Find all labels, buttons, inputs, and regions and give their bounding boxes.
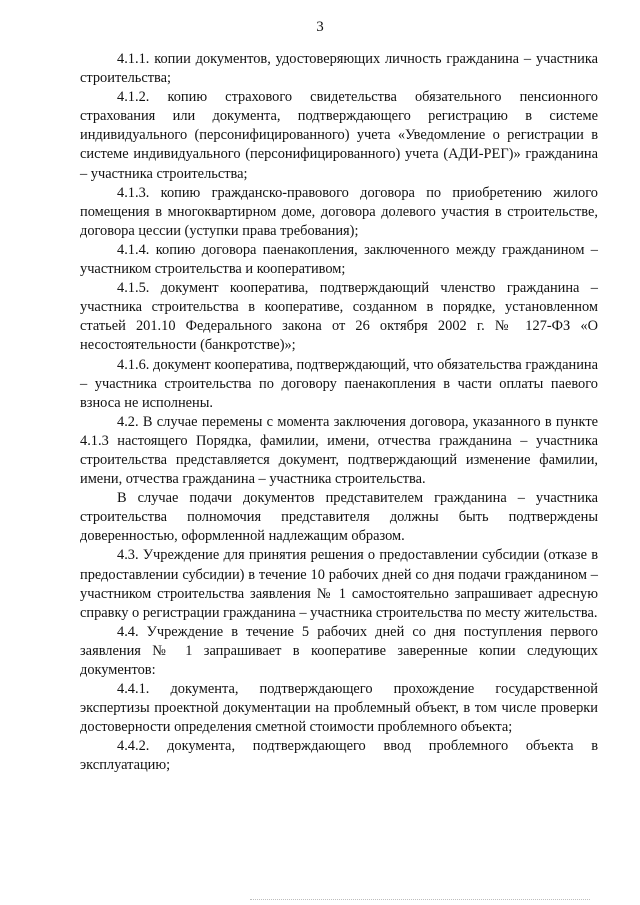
paragraph-4-1-4: 4.1.4. копию договора паенакопления, заключенного между гражданином – участником строительства и кооперативом;: [80, 241, 598, 278]
paragraph-4-4: 4.4. Учреждение в течение 5 рабочих дней со дня поступления первого заявления № 1 запрашивает в кооперативе заверенные копии следующих документов:: [80, 623, 598, 678]
paragraph-4-1-1: 4.1.1. копии документов, удостоверяющих личность гражданина – участника строительства;: [80, 51, 598, 87]
paragraph-4-1-6: 4.1.6. документ кооператива, подтверждающий, что обязательства гражданина – участника строительства по договору паенакопления в части оплаты паевого взноса не исполнены.: [80, 356, 598, 411]
document-body: [80, 50, 598, 776]
scan-edge-line: [250, 899, 590, 900]
paragraph-4-3: 4.3. Учреждение для принятия решения о предоставлении субсидии (отказе в предоставлении субсидии) в течение 10 рабочих дней со дня подачи гражданином – участником строительства заявления № 1 самостоятельно запрашивает адресную справку о регистрации гражданина – участника строительства по месту жительства.: [80, 547, 598, 621]
paragraph-4-1-5: 4.1.5. документ кооператива, подтверждающий членство гражданина – участника строительства в кооперативе, созданном в порядке, установленном статьей 201.10 Федерального закона от 26 октября 2002 г. № 127-ФЗ «О несостоятельности (банкротстве)»;: [80, 280, 598, 354]
paragraph-4-2: 4.2. В случае перемены с момента заключения договора, указанного в пункте 4.1.3 настоящего Порядка, фамилии, имени, отчества гражданина – участника строительства представляется документ, подтверждающий изменение фамилии, имени, отчества гражданина – участника строительства.: [80, 413, 598, 488]
paragraph-4-4-1: 4.4.1. документа, подтверждающего прохождение государственной экспертизы проектной документации на проблемный объект, в том числе проверки достоверности определения сметной стоимости проблемного объекта;: [80, 681, 598, 736]
paragraph-representative: В случае подачи документов представителем гражданина – участника строительства полномочия представителя должны быть подтверждены доверенностью, оформленной надлежащим образом.: [80, 490, 598, 545]
paragraph-4-4-2: 4.4.2. документа, подтверждающего ввод проблемного объекта в эксплуатацию;: [80, 738, 598, 774]
paragraph-4-1-3: 4.1.3. копию гражданско-правового договора по приобретению жилого помещения в многоквартирном доме, договора долевого участия в строительстве, договора цессии (уступки права требования);: [80, 184, 598, 239]
paragraph-4-1-2: 4.1.2. копию страхового свидетельства обязательного пенсионного страхования или документа, подтверждающего регистрацию в системе индивидуального (персонифицированного) учета «Уведомление о регистрации в системе индивидуального (персонифицированного) учета (АДИ-РЕГ)» гражданина – участника строительства;: [80, 89, 598, 182]
page-number: 3: [316, 19, 324, 35]
